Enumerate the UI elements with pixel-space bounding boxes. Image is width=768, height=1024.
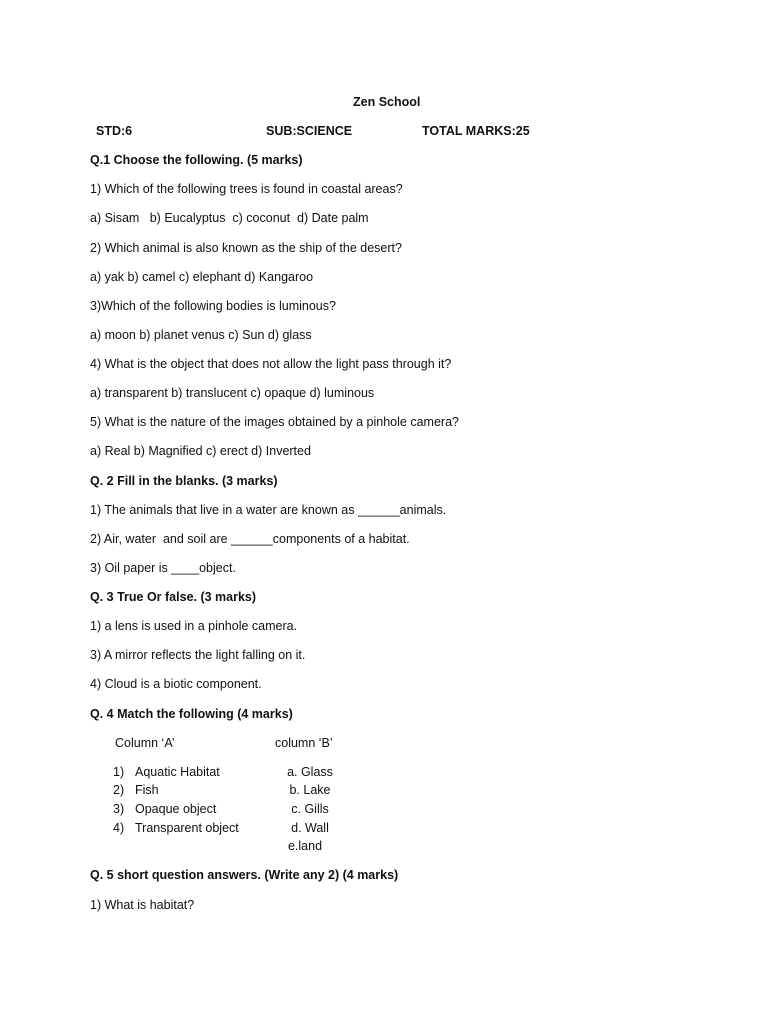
q2-item-2: 2) Air, water and soil are ______components of a habitat. [90,532,410,546]
q1-options-3: a) moon b) planet venus c) Sun d) glass [90,328,312,342]
col-b-item-4: d. Wall [291,821,329,835]
column-b-header: column ‘B’ [275,736,333,750]
q1-question-5: 5) What is the nature of the images obtained by a pinhole camera? [90,415,459,429]
col-b-item-5: e.land [287,839,323,853]
q1-question-2: 2) Which animal is also known as the ship of the desert? [90,241,402,255]
col-a-item-1: Aquatic Habitat [135,765,220,779]
q1-question-1: 1) Which of the following trees is found in coastal areas? [90,182,403,196]
col-a-item-4: Transparent object [135,821,239,835]
q1-options-1: a) Sisam b) Eucalyptus c) coconut d) Date palm [90,211,369,225]
col-b-item-2: b. Lake [289,783,331,797]
q2-item-3: 3) Oil paper is ____object. [90,561,236,575]
q4-heading: Q. 4 Match the following (4 marks) [90,707,293,721]
q3-item-3: 4) Cloud is a biotic component. [90,677,262,691]
col-b-item-3: c. Gills [291,802,329,816]
q5-item-1: 1) What is habitat? [90,898,195,912]
col-a-item-3: Opaque object [135,802,217,816]
q1-options-5: a) Real b) Magnified c) erect d) Inverted [90,444,311,458]
q5-heading: Q. 5 short question answers. (Write any 2) (4 marks) [90,868,399,882]
q3-item-2: 3) A mirror reflects the light falling on it. [90,648,306,662]
q1-options-2: a) yak b) camel c) elephant d) Kangaroo [90,270,314,284]
q1-question-4: 4) What is the object that does not allow the light pass through it? [90,357,452,371]
total-marks-label: TOTAL MARKS:25 [422,124,530,138]
column-a-header: Column ‘A’ [115,736,175,750]
q3-heading: Q. 3 True Or false. (3 marks) [90,590,257,604]
std-label: STD:6 [96,124,133,138]
col-a-num-1: 1) [113,765,125,779]
q2-item-1: 1) The animals that live in a water are known as ______animals. [90,503,447,517]
q3-item-1: 1) a lens is used in a pinhole camera. [90,619,298,633]
subject-label: SUB:SCIENCE [266,124,353,138]
q1-heading: Q.1 Choose the following. (5 marks) [90,153,303,167]
school-title: Zen School [353,95,421,109]
col-a-item-2: Fish [135,783,159,797]
q2-heading: Q. 2 Fill in the blanks. (3 marks) [90,474,278,488]
col-a-num-4: 4) [113,821,125,835]
q1-options-4: a) transparent b) translucent c) opaque d) luminous [90,386,375,400]
q1-question-3: 3)Which of the following bodies is luminous? [90,299,336,313]
col-a-num-2: 2) [113,783,125,797]
col-b-item-1: a. Glass [287,765,333,779]
col-a-num-3: 3) [113,802,125,816]
